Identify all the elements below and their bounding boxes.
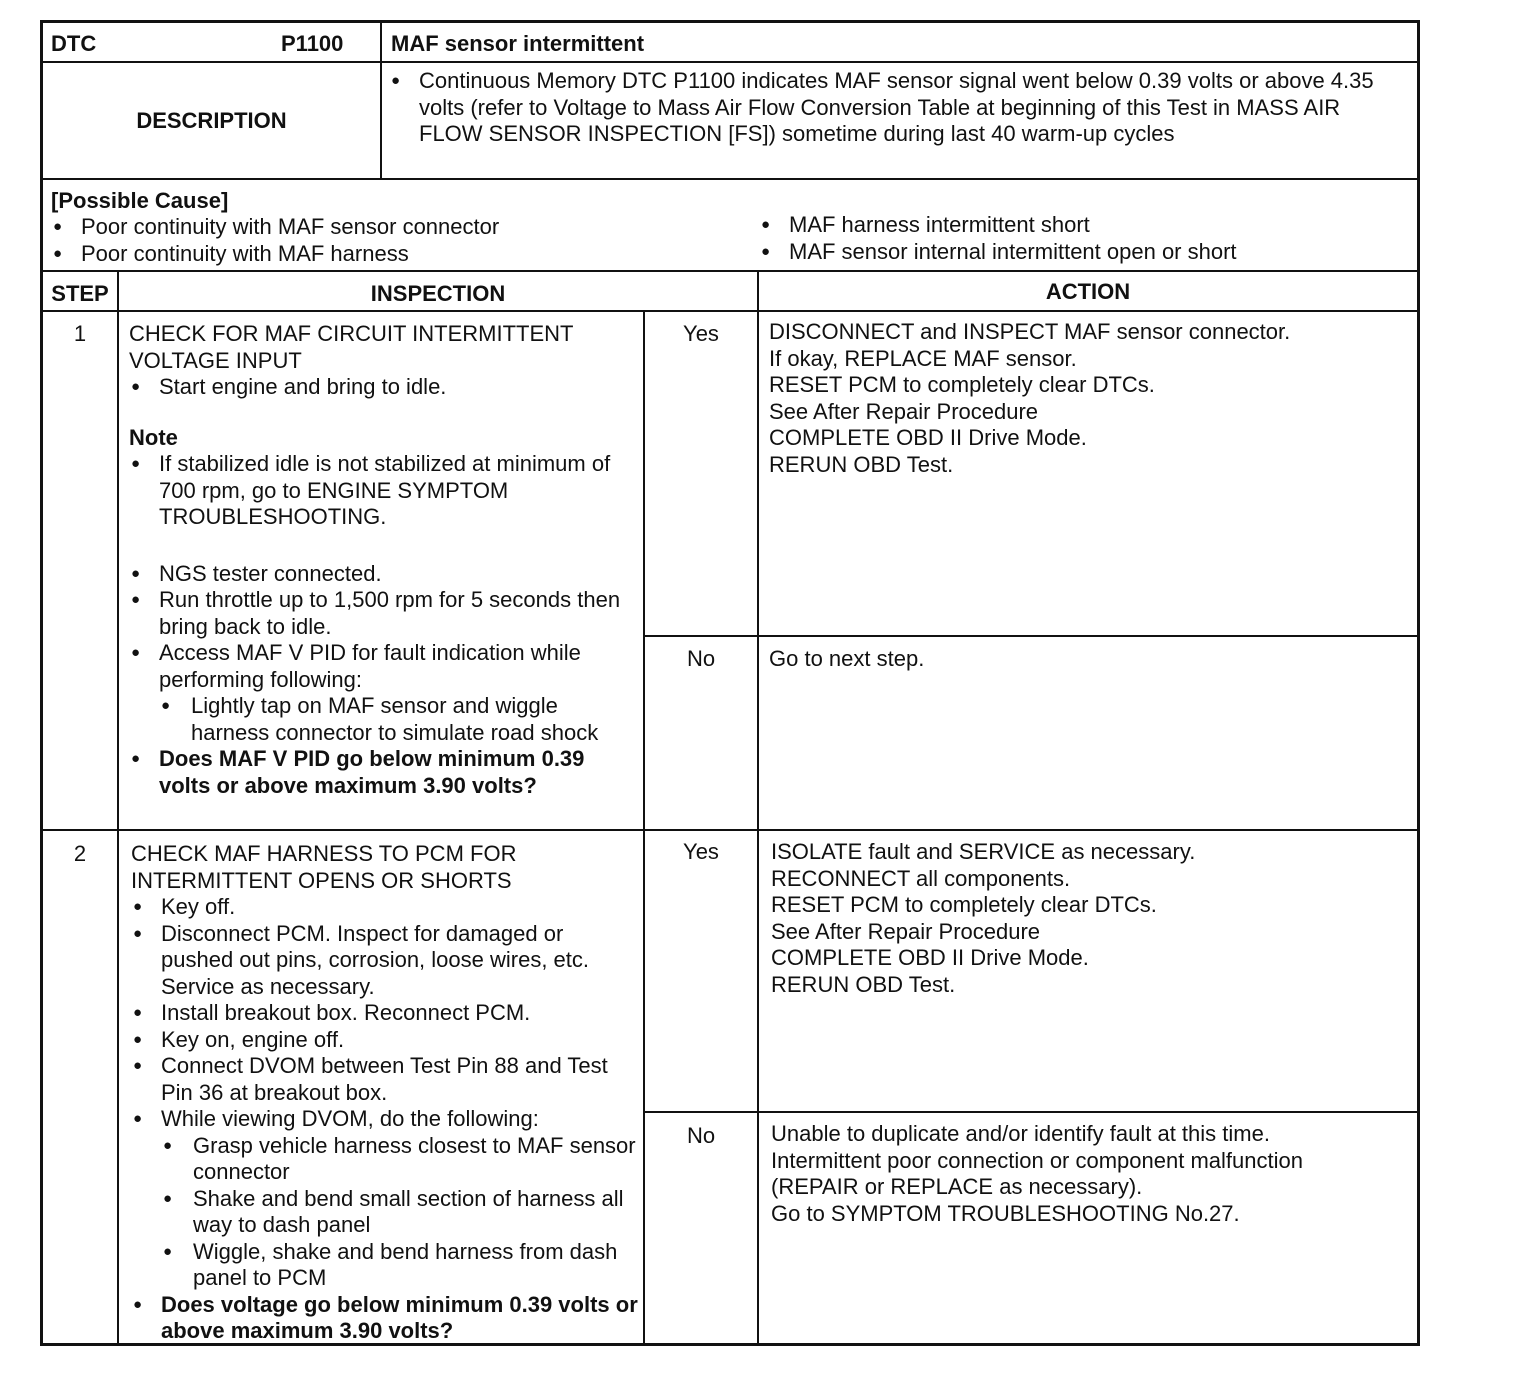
action-line: Unable to duplicate and/or identify fault at this time. [771, 1121, 1270, 1146]
dtc-code: P1100 [281, 31, 344, 56]
header-inspection: INSPECTION [370, 281, 506, 306]
inspection-sub-bullet: ● Shake and bend small section of harness all way to dash panel [161, 1186, 639, 1239]
inspection-bullet: ● Key off. [131, 894, 639, 921]
inspection-bullet: ● Start engine and bring to idle. [129, 374, 639, 401]
possible-cause-item: ● Poor continuity with MAF sensor connector [51, 214, 731, 241]
dtc-title: MAF sensor intermittent [391, 31, 645, 56]
action-line: RESET PCM to completely clear DTCs. [771, 892, 1157, 917]
note-label: Note [129, 424, 178, 450]
rule-dtc-divider [380, 23, 382, 178]
action-line: RERUN OBD Test. [769, 451, 954, 477]
step1-no-action [769, 646, 1409, 673]
yes-label: Yes [683, 321, 719, 346]
rule-below-dtc-row [43, 61, 1417, 63]
possible-cause-item: ● Poor continuity with MAF harness [51, 241, 731, 268]
header-step: STEP [51, 281, 109, 306]
yes-label: Yes [683, 839, 719, 864]
possible-cause-left-list [51, 214, 731, 267]
inspection-sub-bullet: ● Grasp vehicle harness closest to MAF sensor connector [161, 1133, 639, 1186]
step-title: VOLTAGE INPUT [129, 347, 302, 373]
step-title: CHECK FOR MAF CIRCUIT INTERMITTENT [129, 321, 574, 346]
inspection-bullet: ● Install breakout box. Reconnect PCM. [131, 1000, 639, 1027]
action-line: Go to next step. [769, 646, 925, 671]
inspection-bullet: ● Access MAF V PID for fault indication while performing following: [129, 640, 639, 693]
rule-below-description [43, 178, 1417, 180]
step2-no-action [771, 1121, 1411, 1227]
action-line: COMPLETE OBD II Drive Mode. [769, 425, 1087, 450]
description-label: DESCRIPTION [136, 108, 287, 133]
dtc-label: DTC [51, 31, 97, 56]
rule-action-column [757, 270, 759, 1343]
inspection-bullet: ● Run throttle up to 1,500 rpm for 5 seconds then bring back to idle. [129, 587, 639, 640]
step1-yes-action [769, 319, 1409, 478]
possible-cause-title: [Possible Cause] [51, 188, 229, 213]
action-line: Intermittent poor connection or component malfunction [771, 1147, 1303, 1173]
action-line: RESET PCM to completely clear DTCs. [769, 372, 1155, 397]
possible-cause-right-list [759, 212, 1409, 265]
description-text [389, 68, 1399, 148]
description-bullet: ● Continuous Memory DTC P1100 indicates MAF sensor signal went below 0.39 volts or above 4.35 volts (refer to Voltage to Mass Air Flow Conversion Table at beginning of this Test in MASS AIR FLOW SENSOR INSPECTION [FS]) sometime during last 40 warm-up cycles [389, 68, 1399, 148]
inspection-bullet: ● Connect DVOM between Test Pin 88 and Test Pin 36 at breakout box. [131, 1053, 639, 1106]
step-title: INTERMITTENT OPENS OR SHORTS [131, 867, 512, 893]
step-number: 2 [73, 841, 87, 866]
inspection-question: ● Does MAF V PID go below minimum 0.39 volts or above maximum 3.90 volts? [129, 746, 639, 799]
rule-below-possible-cause [43, 270, 1417, 272]
rule-step2-yes-no [643, 1111, 1417, 1113]
action-line: RERUN OBD Test. [771, 971, 956, 997]
action-line: (REPAIR or REPLACE as necessary). [771, 1174, 1143, 1199]
step1-inspection [129, 321, 639, 799]
action-line: COMPLETE OBD II Drive Mode. [771, 945, 1089, 970]
possible-cause-item: ● MAF harness intermittent short [759, 212, 1409, 239]
inspection-sub-bullet: ● Lightly tap on MAF sensor and wiggle harness connector to simulate road shock [159, 693, 639, 746]
step-number: 1 [73, 321, 87, 346]
step2-yes-action [771, 839, 1411, 998]
rule-step-column [117, 270, 119, 1343]
action-line: RECONNECT all components. [771, 865, 1071, 891]
step-title: CHECK MAF HARNESS TO PCM FOR [131, 841, 517, 866]
rule-between-steps [43, 829, 1417, 831]
action-line: DISCONNECT and INSPECT MAF sensor connector. [769, 319, 1291, 344]
action-line: ISOLATE fault and SERVICE as necessary. [771, 839, 1196, 864]
header-action: ACTION [1045, 279, 1131, 304]
note-bullet: ● If stabilized idle is not stabilized at minimum of 700 rpm, go to ENGINE SYMPTOM TROUBLESHOOTING. [129, 451, 639, 531]
inspection-bullet: ● Key on, engine off. [131, 1027, 639, 1054]
inspection-bullet: ● While viewing DVOM, do the following: [131, 1106, 639, 1133]
inspection-question: ● Does voltage go below minimum 0.39 volts or above maximum 3.90 volts? [131, 1292, 639, 1345]
action-line: Go to SYMPTOM TROUBLESHOOTING No.27. [771, 1200, 1240, 1226]
action-line: See After Repair Procedure [769, 398, 1039, 424]
inspection-bullet: ● NGS tester connected. [129, 561, 639, 588]
possible-cause-item: ● MAF sensor internal intermittent open or short [759, 239, 1409, 266]
rule-below-headers [43, 310, 1417, 312]
inspection-bullet: ● Disconnect PCM. Inspect for damaged or pushed out pins, corrosion, loose wires, etc. Service as necessary. [131, 921, 639, 1001]
inspection-sub-bullet: ● Wiggle, shake and bend harness from dash panel to PCM [161, 1239, 639, 1292]
no-label: No [686, 1123, 716, 1148]
dtc-troubleshooting-table [40, 20, 1420, 1346]
rule-step1-yes-no [643, 635, 1417, 637]
action-line: See After Repair Procedure [771, 918, 1041, 944]
step2-inspection [131, 841, 639, 1345]
no-label: No [686, 646, 716, 671]
rule-yes-no-column [643, 310, 645, 1343]
action-line: If okay, REPLACE MAF sensor. [769, 345, 1077, 371]
